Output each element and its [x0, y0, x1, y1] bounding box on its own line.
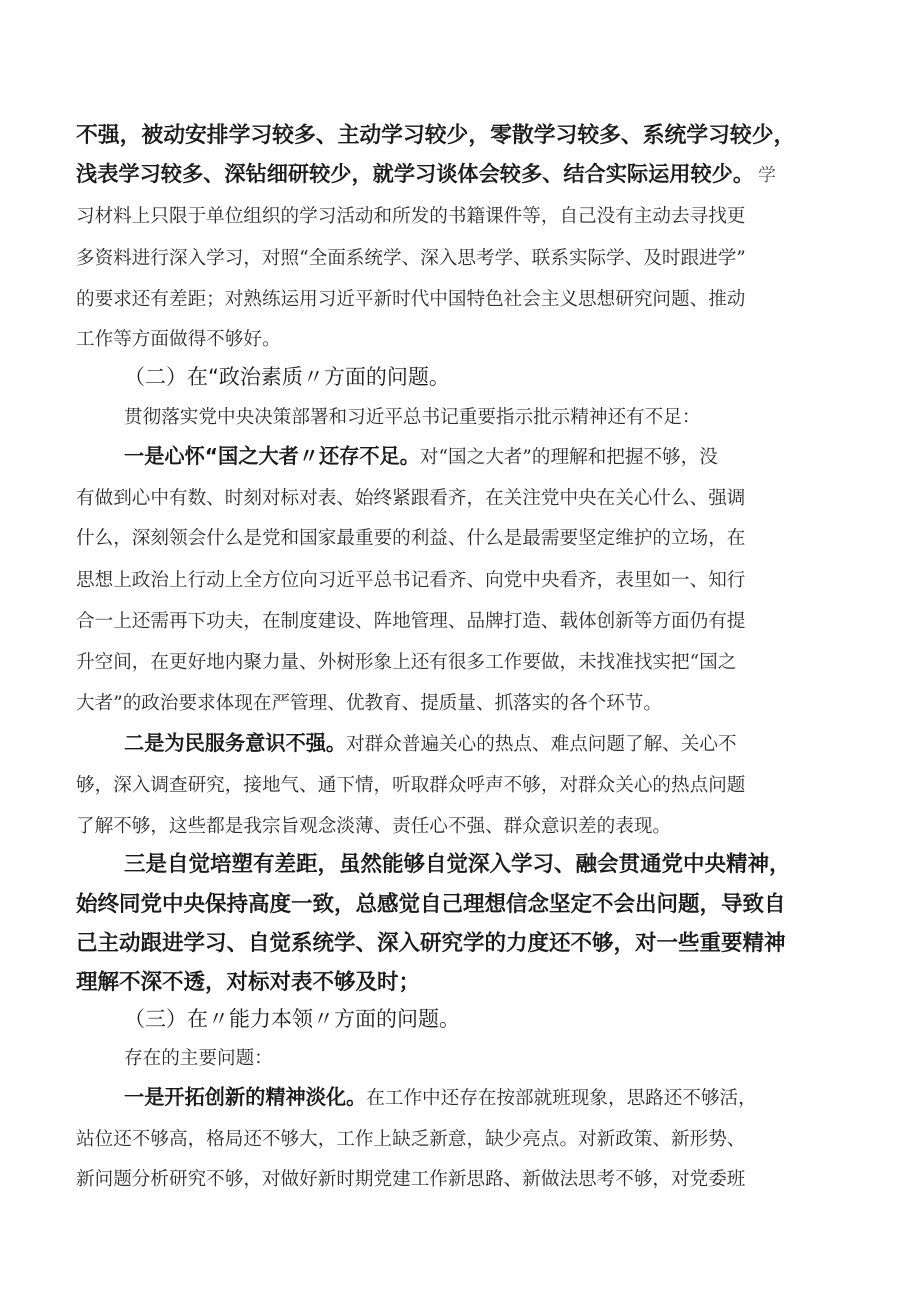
- bold-text: 二是为民服务意识不强。: [124, 731, 347, 755]
- paragraph-line: 新问题分析研究不够，对做好新时期党建工作新思路、新做法思考不够，对党委班: [76, 1169, 746, 1190]
- paragraph-line: 工作等方面做得不够好。: [76, 329, 281, 350]
- paragraph-line: 够，深入调查研究，接地气、通下情，听取群众呼声不够，对群众关心的热点问题: [76, 775, 746, 796]
- bold-text: 一是心怀“国之大者〃还存不足。: [124, 444, 420, 468]
- paragraph-line: 站位还不够高，格局还不够大，工作上缺乏新意，缺少亮点。对新政策、新形势、: [76, 1129, 746, 1150]
- paragraph-line: 了解不够，这些都是我宗旨观念淡薄、责任心不强、群众意识差的表现。: [76, 816, 672, 837]
- body-text: 对群众普遍关心的热点、难点问题了解、关心不: [346, 734, 737, 755]
- paragraph-line: 大者”的政治要求体现在严管理、优教育、提质量、抓落实的各个环节。: [76, 693, 662, 714]
- paragraph-line: 思想上政治上行动上全方位向习近平总书记看齐、向党中央看齐，表里如一、知行: [76, 570, 746, 591]
- paragraph-line: 己主动跟进学习、自觉系统学、深入研究学的力度还不够，对一些重要精神: [76, 931, 786, 956]
- paragraph-line: 有做到心中有数、时刻对标对表、始终紧跟看齐，在关注党中央在关心什么、强调: [76, 488, 746, 509]
- paragraph-line: [124, 727, 737, 756]
- section-heading: （三）在〃能力本领〃方面的问题。: [124, 1007, 460, 1031]
- paragraph-line: 贯彻落实党中央决策部署和习近平总书记重要指示批示精神还有不足：: [124, 407, 701, 428]
- paragraph-line: 理解不深不透，对标对表不够及时；: [76, 970, 421, 995]
- paragraph-line: 什么，深刻领会什么是党和国家最重要的利益、什么是最需要坚定维护的立场，在: [76, 528, 746, 549]
- paragraph-line: 三是自觉培塑有差距，虽然能够自觉深入学习、融会贯通党中央精神，: [124, 852, 791, 877]
- body-text: 对“国之大者”的理解和把握不够，没: [419, 447, 718, 468]
- paragraph-line: 多资料进行深入学习，对照“全面系统学、深入思考学、联系实际学、及时跟进学”: [76, 248, 746, 269]
- body-text: 学: [758, 165, 777, 186]
- bold-text: 一是开拓创新的精神淡化。: [124, 1085, 367, 1109]
- body-text: 在工作中还存在按部就班现象，思路还不够活，: [366, 1088, 757, 1109]
- paragraph-line: [124, 1081, 757, 1110]
- paragraph-line: 存在的主要问题：: [124, 1048, 273, 1069]
- paragraph-line: [76, 158, 776, 188]
- bold-text: 浅表学习较多、深钻细研较少，就学习谈体会较多、结合实际运用较少。: [76, 161, 755, 186]
- paragraph-line: 的要求还有差距；对熟练运用习近平新时代中国特色社会主义思想研究问题、推动: [76, 289, 746, 310]
- paragraph-line: 始终同党中央保持高度一致，总感觉自己理想信念坚定不会出问题，导致自: [76, 892, 786, 917]
- paragraph-line: 合一上还需再下功夫，在制度建设、阵地管理、品牌打造、载体创新等方面仍有提: [76, 611, 746, 632]
- paragraph-line: [124, 440, 718, 469]
- section-heading: （二）在“政治素质〃方面的问题。: [124, 365, 450, 389]
- paragraph-line: 习材料上只限于单位组织的学习活动和所发的书籍课件等，自己没有主动去寻找更: [76, 206, 746, 227]
- paragraph-line: 不强，被动安排学习较多、主动学习较少，零散学习较多、系统学习较少，: [76, 123, 796, 148]
- paragraph-line: 升空间，在更好地内聚力量、外树形象上还有很多工作要做，未找准找实把“国之: [76, 652, 737, 673]
